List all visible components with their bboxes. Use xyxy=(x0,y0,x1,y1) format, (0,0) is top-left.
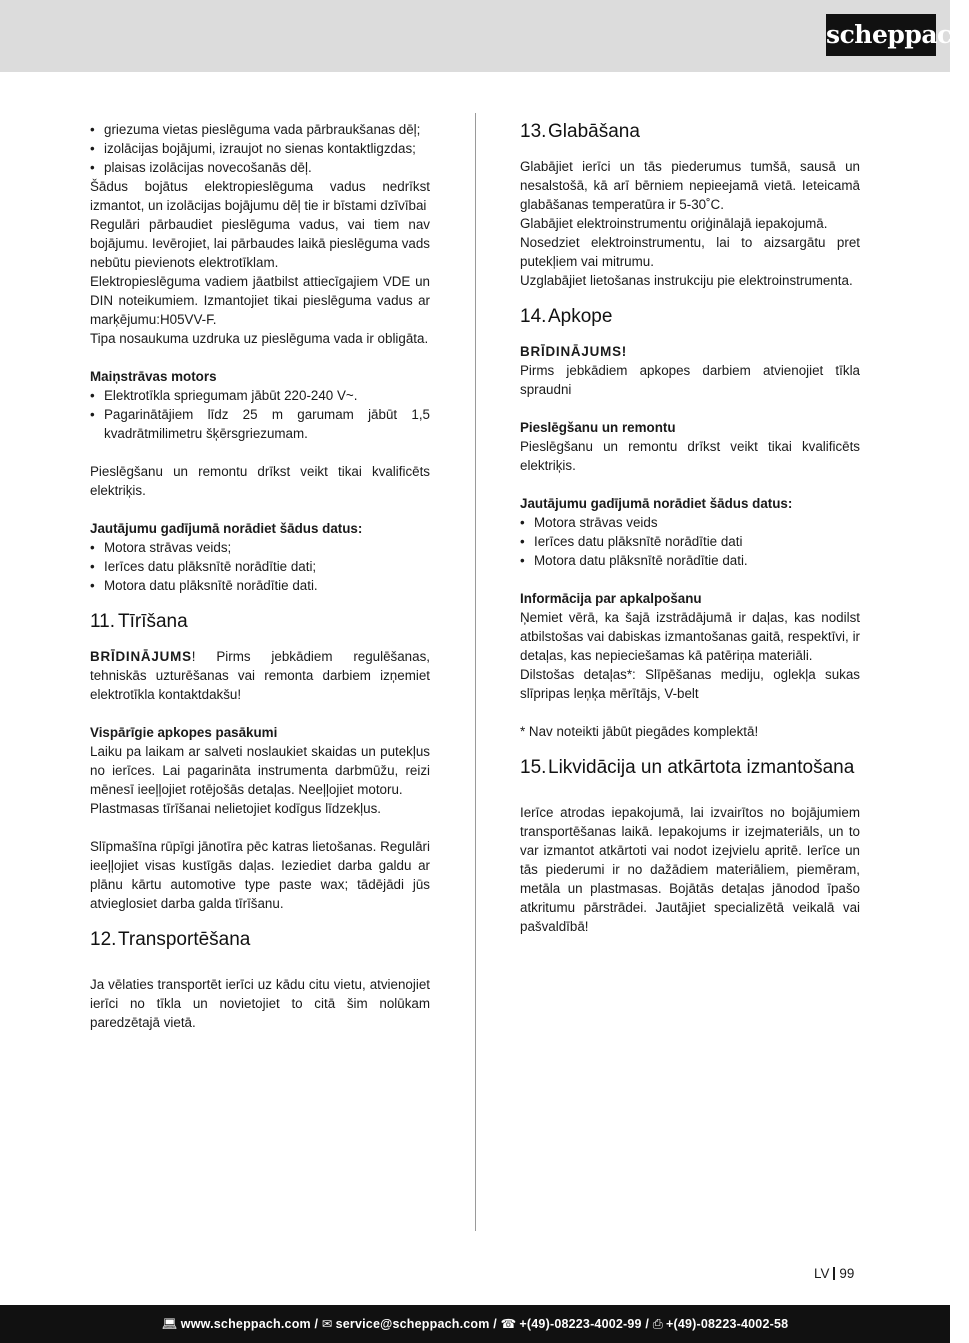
email-icon: ✉︎ xyxy=(321,1317,333,1331)
section-number: 13. xyxy=(520,121,547,142)
phone-icon: ☎︎ xyxy=(500,1317,517,1331)
paragraph: Uzglabājiet lietošanas instrukciju pie elektroinstrumenta. xyxy=(520,273,853,288)
paragraph: Slīpmašīna rūpīgi jānotīra pēc katras lietošanas. Regulāri ieeļļojiet visas kustīgās daļas. Ieziediet darba galdu ar plānu kārtu automotive type paste wax; tādējādi jūs atvieglosiet darba galda tīrīšanu. xyxy=(90,839,430,911)
list-item: • Motora datu plāksnītē norādītie dati. xyxy=(90,576,430,595)
section-number: 11. xyxy=(90,611,116,632)
paragraph: Nosedziet elektroinstrumentu, lai to aizsargātu pret putekļiem vai mitrumu. xyxy=(520,235,860,269)
subheading: Jautājumu gadījumā norādiet šādus datus: xyxy=(520,496,793,511)
warning-label: BRĪDINĀJUMS xyxy=(90,649,192,664)
list-item: • Pagarinātājiem līdz 25 m garumam jābūt 1,5 kvadrātmilimetru šķērsgriezumam. xyxy=(90,405,430,443)
paragraph: Dilstošas detaļas*: Slīpēšanas mediju, oglekļa sukas slīpripas leņķa mērītājs, V-belt xyxy=(520,667,860,701)
section-number: 12. xyxy=(90,929,117,950)
language-code: LV xyxy=(814,1266,830,1281)
list-item: • Motora strāvas veids xyxy=(520,513,860,532)
section-title: Tīrīšana xyxy=(118,611,188,632)
motor-list xyxy=(90,386,430,443)
paragraph: Ņemiet vērā, ka šajā izstrādājumā ir daļas, kas nodilst atbilstošas vai dabiskas izmantošanas gaitā, respektīvi, ir detaļas, kas nepieciešamas kā patēriņa materiāli. xyxy=(520,610,860,663)
paragraph: Ierīce atrodas iepakojumā, lai izvairītos no bojājumiem transportēšanas laikā. Iepakojums ir izejmateriāls, un to var izmantot atkārtoti vai nodot izejvielu apritē. Ierīce un tās piederumi ir no dažādiem materiāliem, piemēram, metāla un plastmasas. Bojātās detaļas jānodod īpašo atkritumu pārstrādei. Jautājiet specializētā veikalā vai pašvaldībā! xyxy=(520,805,860,934)
section-heading-13 xyxy=(520,121,860,143)
scheppach-logo: scheppach xyxy=(826,14,936,56)
paragraph: Pieslēgšanu un remontu drīkst veikt tikai kvalificēts elektriķis. xyxy=(90,464,430,498)
paragraph: Laiku pa laikam ar salveti noslaukiet skaidas un putekļus no ierīces. Lai pagarināta instrumenta darbmūžu, reizi mēnesī ieeļļojiet rotējošās detaļas. Neeļļojiet motoru. xyxy=(90,744,430,797)
section-title: Glabāšana xyxy=(548,121,640,142)
right-column xyxy=(520,115,860,936)
header-band xyxy=(0,0,950,72)
subheading: Jautājumu gadījumā norādiet šādus datus: xyxy=(90,521,363,536)
section-number: 15. xyxy=(520,757,547,778)
questions-list xyxy=(90,538,430,595)
paragraph: Ja vēlaties transportēt ierīci uz kādu citu vietu, atvienojiet ierīci no tīkla un novietojiet to citā šim nolūkam paredzētajā vietā. xyxy=(90,977,430,1030)
section-heading-11 xyxy=(90,611,430,633)
section-title: Apkope xyxy=(548,306,613,327)
list-item: • Motora strāvas veids; xyxy=(90,538,430,557)
paragraph: Šādus bojātus elektropieslēguma vadus nedrīkst izmantot, un izolācijas bojājumu dēļ tie ir bīstami dzīvībai xyxy=(90,179,430,213)
footer-phone[interactable]: +(49)-08223-4002-99 xyxy=(519,1317,642,1331)
section-title: Likvidācija un atkārtota izmantošana xyxy=(548,757,855,778)
footer-website[interactable]: www.scheppach.com xyxy=(180,1317,311,1331)
list-item: • Motora datu plāksnītē norādītie dati. xyxy=(520,551,860,570)
subheading: Maiņstrāvas motors xyxy=(90,369,217,384)
list-item: • plaisas izolācijas novecošanās dēļ. xyxy=(90,158,430,177)
paragraph: Tipa nosaukuma uzdruka uz pieslēguma vada ir obligāta. xyxy=(90,331,429,346)
computer-icon: 💻︎ xyxy=(161,1317,178,1331)
section-title: Transportēšana xyxy=(118,929,251,950)
paragraph: Elektropieslēguma vadiem jāatbilst attiecīgajiem VDE un DIN noteikumiem. Izmantojiet tikai pieslēguma vadus ar marķējumu:H05VV-F. xyxy=(90,274,430,327)
page-separator xyxy=(833,1267,835,1280)
list-item: • Ierīces datu plāksnītē norādītie dati; xyxy=(90,557,430,576)
list-item: • izolācijas bojājumi, izraujot no sienas kontaktligzdas; xyxy=(90,139,430,158)
paragraph: Regulāri pārbaudiet pieslēguma vadus, vai tiem nav bojājumu. Ievērojiet, lai pārbaudes laikā pieslēguma vads nebūtu pievienots elektrotīklam. xyxy=(90,217,430,270)
paragraph: Glabājiet ierīci un tās piederumus tumšā, sausā un nesalstošā, kā arī bērniem nepieejamā vietā. Ieteicamā glabāšanas temperatūra ir 5-30˚C. xyxy=(520,159,860,212)
questions-list xyxy=(520,513,860,570)
damage-list xyxy=(90,120,430,177)
section-number: 14. xyxy=(520,306,547,327)
footer-email[interactable]: service@scheppach.com xyxy=(335,1317,490,1331)
list-item: • griezuma vietas pieslēguma vada pārbraukšanas dēļ; xyxy=(90,120,430,139)
warning-label: BRĪDINĀJUMS! xyxy=(520,344,628,359)
section-heading-15 xyxy=(520,757,860,779)
footnote: * Nav noteikti jābūt piegādes komplektā! xyxy=(520,724,759,739)
footer-fax: +(49)-08223-4002-58 xyxy=(665,1317,789,1331)
subheading: Informācija par apkalpošanu xyxy=(520,591,702,606)
column-divider xyxy=(475,113,476,1231)
paragraph: Glabājiet elektroinstrumentu oriģinālajā iepakojumā. xyxy=(520,216,828,231)
list-item: • Elektrotīkla spriegumam jābūt 220-240 V~. xyxy=(90,386,430,405)
page-number-value: 99 xyxy=(839,1266,855,1281)
warning-paragraph: BRĪDINĀJUMS! Pirms jebkādiem regulēšanas, tehniskās uzturēšanas vai remonta darbiem izņemiet elektrotīkla kontaktdakšu! xyxy=(90,649,430,702)
list-item: • Ierīces datu plāksnītē norādītie dati xyxy=(520,532,860,551)
fax-icon: ⎙ xyxy=(652,1317,663,1331)
subheading: Pieslēgšanu un remontu xyxy=(520,420,676,435)
left-column xyxy=(90,120,430,1032)
section-heading-14 xyxy=(520,306,860,328)
paragraph: Pirms jebkādiem apkopes darbiem atvienojiet tīkla spraudni xyxy=(520,363,860,397)
paragraph: Pieslēgšanu un remontu drīkst veikt tikai kvalificēts elektriķis. xyxy=(520,439,860,473)
subheading: Vispārīgie apkopes pasākumi xyxy=(90,725,278,740)
paragraph: Plastmasas tīrīšanai nelietojiet kodīgus līdzekļus. xyxy=(90,801,382,816)
section-heading-12 xyxy=(90,929,430,951)
footer-bar: 💻︎ www.scheppach.com / ✉︎ service@scheppach.com / ☎︎ +(49)-08223-4002-99 / ⎙ +(49)-08223-4002-58 xyxy=(0,1305,950,1343)
page-number xyxy=(814,1265,854,1283)
